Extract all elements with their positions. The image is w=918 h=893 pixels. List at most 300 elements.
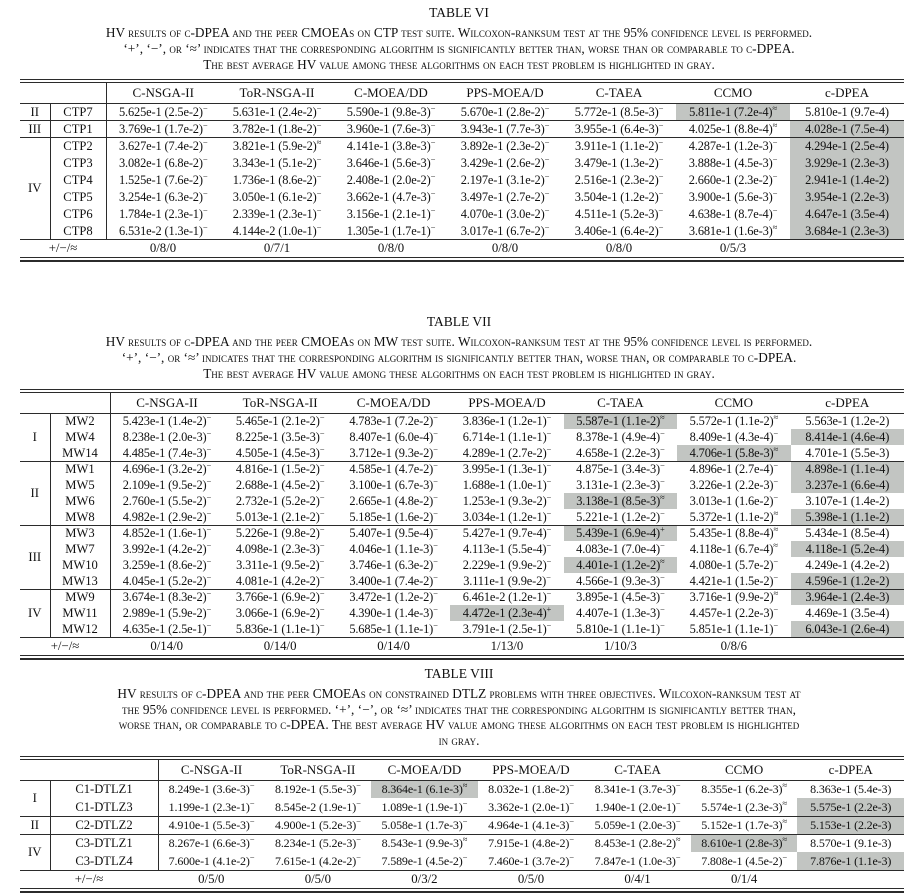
significance-mark: −	[772, 204, 778, 215]
summary-cell: 1/10/3	[564, 637, 677, 655]
column-header: C-NSGA-II	[110, 392, 223, 413]
significance-mark: ≈	[773, 539, 778, 550]
problem-name: MW8	[50, 509, 110, 525]
table-row	[20, 461, 904, 477]
significance-mark: ≈	[782, 780, 787, 791]
hv-cell: 1.199e-1 (2.3e-1)−	[168, 797, 255, 814]
significance-mark: −	[202, 170, 208, 181]
significance-mark: −	[658, 221, 664, 232]
significance-mark: −	[356, 780, 361, 791]
hv-cell: 5.810e-1 (1.1e-1)−	[576, 619, 665, 636]
hv-cell: 5.836e-1 (1.1e-1)−	[235, 619, 325, 636]
significance-mark: ≈	[772, 102, 777, 113]
problem-name: CTP1	[50, 121, 106, 138]
hv-cell: 4.910e-1 (5.5e-3)−	[158, 816, 265, 834]
hv-cell: 4.706e-1 (5.8e-3)≈	[677, 445, 790, 461]
caption-line: ‘+’, ‘−’, or ‘≈’ indicates that the corresponding algorithm is significantly better than, worse than, or comparable to c-DPEA.	[121, 350, 797, 366]
hv-cell: 3.681e-1 (1.6e-3)≈	[688, 221, 778, 238]
hv-cell: 3.954e-1 (2.2e-3)	[790, 189, 904, 206]
significance-mark: −	[206, 411, 212, 422]
significance-mark: ≈	[773, 443, 778, 454]
hv-cell: 2.197e-1 (3.1e-2)−	[460, 170, 550, 187]
significance-mark: −	[433, 603, 438, 614]
hv-cell: 1.253e-1 (9.3e-2)−	[462, 491, 552, 508]
caption-line: the 95% confidence level is performed. ‘+’, ‘−’, or ‘≈’ indicates that the corresponding algorithm is significantly better than,	[122, 701, 796, 717]
summary-cell: 1/13/0	[450, 637, 563, 655]
significance-mark: −	[202, 221, 208, 232]
hv-cell: 2.229e-1 (9.9e-2)−	[462, 555, 552, 572]
hv-cell: 2.760e-1 (5.5e-2)−	[122, 491, 212, 508]
hv-cell: 3.343e-1 (5.1e-2)−	[232, 153, 322, 170]
hv-cell: 8.032e-1 (1.8e-2)−	[488, 780, 574, 797]
significance-mark: −	[546, 475, 552, 486]
hv-cell: 8.545e-2 (1.9e-1)−	[274, 797, 361, 814]
significance-mark: −	[658, 153, 664, 164]
table-title: TABLE VIII	[424, 665, 494, 681]
table-rules	[20, 79, 904, 262]
hv-cell: 5.772e-1 (8.5e-3)−	[574, 102, 664, 119]
hv-cell: 5.811e-1 (7.2e-4)≈	[676, 104, 790, 121]
hv-cell: 2.688e-1 (4.5e-2)−	[235, 475, 325, 492]
problem-name: C1-DTLZ3	[50, 798, 158, 816]
hv-cell: 3.769e-1 (1.7e-2)−	[106, 121, 220, 138]
table-row	[20, 155, 904, 172]
significance-mark: −	[544, 187, 550, 198]
hv-cell: 8.238e-1 (2.0e-3)−	[122, 427, 212, 444]
caption-line: HV results of c-DPEA and the peer CMOEAs on MW test suite. Wilcoxon-ranksum test at the 95% confidence level is performed.	[105, 334, 813, 350]
problem-name: CTP3	[50, 155, 106, 172]
significance-mark: −	[206, 507, 212, 518]
hv-cell: 4.028e-1 (7.5e-4)	[790, 121, 904, 138]
hv-cell: 3.900e-1 (5.6e-3)−	[688, 187, 778, 204]
problem-name: C1-DTLZ1	[50, 780, 158, 798]
significance-mark: −	[569, 815, 574, 826]
significance-mark: −	[319, 571, 325, 582]
significance-mark: −	[546, 539, 551, 550]
hv-cell: 4.390e-1 (1.4e-3)−	[349, 603, 438, 620]
hv-cell: 3.929e-1 (2.3e-3)	[790, 155, 904, 172]
table-caption	[12, 666, 906, 749]
table-row	[20, 138, 904, 155]
significance-mark: −	[675, 797, 681, 808]
hv-cell: 8.407e-1 (6.0e-4)−	[349, 427, 438, 444]
summary-cell: 0/14/0	[110, 637, 223, 655]
hv-cell: 4.070e-1 (3.0e-2)−	[460, 204, 550, 221]
hv-cell: 5.574e-1 (2.3e-3)≈	[701, 797, 787, 814]
problem-name: MW10	[50, 557, 110, 573]
hv-cell: 3.013e-1 (1.6e-2)−	[689, 491, 779, 508]
table-row	[20, 413, 904, 429]
table-title: TABLE VII	[426, 314, 492, 330]
significance-mark: −	[773, 603, 779, 614]
hv-cell: 8.610e-1 (2.8e-3)≈	[691, 834, 798, 852]
significance-mark: −	[202, 204, 208, 215]
significance-mark: −	[319, 475, 325, 486]
summary-cell: 0/7/1	[220, 240, 334, 258]
hv-cell: 4.511e-1 (5.2e-3)−	[574, 204, 663, 221]
group-label: IV	[20, 138, 50, 240]
problem-name: MW12	[50, 621, 110, 637]
hv-cell: 3.892e-1 (2.3e-2)−	[448, 138, 562, 155]
hv-cell: 3.131e-1 (2.3e-3)−	[576, 475, 665, 492]
hv-cell: 5.152e-1 (1.7e-3)≈	[691, 816, 798, 834]
hv-cell: 3.684e-1 (2.3e-3)	[790, 223, 904, 240]
hv-cell: 7.615e-1 (4.2e-2)−	[274, 851, 361, 868]
significance-mark: −	[773, 491, 779, 502]
hv-cell: 3.766e-1 (6.9e-2)−	[223, 589, 336, 605]
summary-cell	[791, 637, 904, 655]
significance-mark: −	[319, 523, 325, 534]
hv-cell: 6.461e-2 (1.2e-1)−	[450, 589, 563, 605]
hv-cell: 4.472e-1 (2.3e-4)+	[450, 605, 563, 621]
summary-cell: 0/4/1	[584, 870, 691, 888]
significance-mark: −	[659, 443, 665, 454]
significance-mark: ≈	[782, 815, 787, 826]
hv-cell: 3.259e-1 (8.6e-2)−	[122, 555, 212, 572]
hv-cell: 3.156e-1 (2.1e-1)−	[346, 204, 436, 221]
problem-name: MW3	[50, 525, 110, 541]
hv-cell: 4.898e-1 (1.1e-4)	[791, 461, 904, 477]
hv-cell: 5.590e-1 (9.8e-3)−	[346, 102, 436, 119]
significance-mark: −	[433, 427, 438, 438]
hv-cell: 3.646e-1 (5.6e-3)−	[346, 153, 436, 170]
hv-cell: 4.896e-1 (2.7e-4)−	[677, 461, 790, 477]
group-label: II	[20, 816, 50, 834]
significance-mark: −	[658, 102, 664, 113]
significance-mark: −	[659, 475, 665, 486]
hv-cell: 8.363e-1 (5.4e-3)	[810, 782, 892, 797]
significance-mark: −	[546, 523, 552, 534]
significance-mark: −	[433, 411, 438, 422]
table-row	[20, 525, 904, 541]
problem-name: C3-DTLZ4	[50, 852, 158, 870]
hv-cell: 3.712e-1 (9.3e-2)−	[349, 443, 438, 460]
significance-mark: −	[433, 571, 438, 582]
table-row	[20, 605, 904, 621]
hv-cell: 5.631e-1 (2.4e-2)−	[232, 102, 322, 119]
table-row	[20, 834, 904, 852]
hv-cell: 5.625e-1 (2.5e-2)−	[119, 102, 208, 119]
significance-mark: −	[316, 170, 322, 181]
hv-cell: 8.355e-1 (6.2e-3)≈	[701, 780, 787, 797]
significance-mark: −	[433, 619, 438, 630]
significance-mark: −	[544, 170, 550, 181]
significance-mark: −	[773, 555, 779, 566]
paper-tables	[0, 5, 918, 893]
summary-cell	[790, 240, 904, 258]
significance-mark: −	[544, 137, 550, 148]
hv-cell: 2.516e-1 (2.3e-2)−	[574, 170, 664, 187]
significance-mark: −	[206, 555, 212, 566]
significance-mark: −	[433, 491, 438, 502]
column-header: ToR-NSGA-II	[223, 392, 336, 413]
hv-cell: 4.596e-1 (1.2e-2)	[791, 573, 904, 589]
significance-mark: −	[430, 170, 436, 181]
hv-cell: 2.989e-1 (5.9e-2)−	[122, 603, 212, 620]
hv-cell: 8.364e-1 (6.1e-3)≈	[371, 780, 478, 798]
hv-cell: 5.226e-1 (9.8e-2)−	[223, 525, 336, 541]
hv-cell: 4.696e-1 (3.2e-2)−	[110, 461, 223, 477]
hv-cell: 4.469e-1 (3.5e-4)	[805, 605, 890, 620]
hv-cell: 8.543e-1 (9.9e-3)≈	[371, 834, 478, 852]
significance-mark: −	[319, 555, 325, 566]
hv-cell: 3.995e-1 (1.3e-1)−	[450, 461, 563, 477]
significance-mark: −	[659, 619, 665, 630]
significance-mark: −	[658, 170, 664, 181]
significance-mark: −	[773, 475, 779, 486]
significance-mark: −	[356, 834, 361, 845]
hv-cell: 4.249e-1 (4.2e-2)	[805, 557, 890, 572]
header-row	[20, 83, 904, 104]
caption-line: The best average HV value among these algorithms on each test problem is highlighted in gray.	[203, 56, 715, 72]
hv-cell: 3.674e-1 (8.3e-2)−	[110, 589, 223, 605]
significance-mark: −	[462, 797, 468, 808]
hv-cell: 7.460e-1 (3.7e-2)−	[488, 851, 574, 868]
hv-cell: 5.058e-1 (1.7e-3)−	[371, 816, 478, 834]
significance-mark: −	[773, 427, 779, 438]
column-header: c-DPEA	[790, 83, 904, 104]
hv-cell: 5.185e-1 (1.6e-2)−	[349, 507, 438, 524]
problem-name: C2-DTLZ2	[50, 816, 158, 834]
table-row	[20, 557, 904, 573]
hv-cell: 5.435e-1 (8.8e-4)≈	[677, 525, 790, 541]
table-row	[20, 621, 904, 637]
summary-label: +/−/≈	[20, 637, 110, 655]
problem-name: CTP7	[50, 104, 106, 121]
hv-cell: 8.267e-1 (6.6e-3)−	[158, 834, 265, 852]
summary-cell: 0/5/0	[265, 870, 372, 888]
hv-cell: 1.940e-1 (2.0e-1)−	[594, 797, 681, 814]
problem-name: CTP5	[50, 189, 106, 206]
hv-cell: 2.665e-1 (4.8e-2)−	[349, 491, 438, 508]
hv-cell: 5.059e-1 (2.0e-3)−	[584, 816, 691, 834]
significance-mark: −	[546, 427, 552, 438]
significance-mark: −	[659, 427, 665, 438]
hv-cell: 8.453e-1 (2.8e-2)≈	[584, 834, 691, 852]
hv-cell: 7.915e-1 (4.8e-2)−	[478, 834, 585, 852]
significance-mark: −	[430, 119, 436, 130]
hv-cell: 5.575e-1 (2.2e-3)	[797, 798, 904, 816]
significance-mark: −	[319, 411, 325, 422]
hv-cell: 4.635e-1 (2.5e-1)−	[122, 619, 212, 636]
hv-cell: 3.429e-1 (2.6e-2)−	[460, 153, 550, 170]
hv-cell: 7.847e-1 (1.0e-3)−	[594, 851, 681, 868]
significance-mark: −	[433, 555, 438, 566]
significance-mark: ≈	[773, 587, 778, 598]
hv-cell: 4.118e-1 (5.2e-4)	[791, 541, 904, 557]
hv-cell: 7.589e-1 (4.5e-2)−	[381, 851, 468, 868]
hv-cell: 3.107e-1 (1.4e-2)	[805, 493, 890, 508]
hv-cell: 6.043e-1 (2.6e-4)	[791, 621, 904, 637]
significance-mark: −	[433, 507, 438, 518]
significance-mark: −	[772, 137, 778, 148]
hv-cell: 8.414e-1 (4.6e-4)	[791, 429, 904, 445]
significance-mark: −	[675, 780, 681, 791]
hv-cell: 7.808e-1 (4.5e-2)−	[701, 851, 787, 868]
significance-mark: −	[316, 119, 322, 130]
hv-cell: 4.701e-1 (5.5e-3)	[805, 445, 890, 460]
table-row	[20, 493, 904, 509]
table-row	[20, 589, 904, 605]
hv-cell: 5.572e-1 (1.1e-2)≈	[689, 411, 778, 429]
hv-cell: 4.083e-1 (7.0e-4)−	[576, 539, 665, 556]
significance-mark: −	[356, 797, 361, 808]
column-header: C-TAEA	[562, 83, 676, 104]
table-row	[20, 798, 904, 816]
hv-cell: 5.810e-1 (9.7e-4)	[805, 104, 889, 119]
hv-cell: 5.563e-1 (1.2e-2)	[805, 414, 890, 429]
significance-mark: ≈	[782, 797, 787, 808]
significance-mark: −	[462, 815, 468, 826]
problem-name: MW2	[50, 413, 110, 429]
problem-name: CTP4	[50, 172, 106, 189]
significance-mark: ≈	[772, 221, 778, 232]
significance-mark: −	[249, 815, 255, 826]
hv-cell: 3.406e-1 (6.4e-2)−	[574, 221, 664, 238]
hv-cell: 4.566e-1 (9.3e-3)−	[576, 571, 665, 588]
hv-cell: 3.497e-1 (2.7e-2)−	[460, 187, 550, 204]
significance-mark: −	[546, 491, 552, 502]
significance-mark: ≈	[773, 411, 778, 422]
hv-cell: 4.982e-1 (2.9e-2)−	[122, 507, 212, 524]
table-title: TABLE VI	[429, 5, 489, 20]
table-rules	[20, 756, 904, 893]
table-row	[20, 573, 904, 589]
significance-mark: −	[569, 834, 574, 845]
hv-cell: 4.025e-1 (8.8e-4)≈	[676, 121, 790, 138]
significance-mark: −	[249, 851, 255, 862]
significance-mark: +	[659, 523, 665, 534]
problem-name: CTP8	[50, 223, 106, 240]
significance-mark: −	[319, 587, 325, 598]
column-header: PPS-MOEA/D	[448, 83, 562, 104]
significance-mark: −	[206, 459, 212, 470]
significance-mark: ≈	[462, 780, 468, 791]
header-spacer	[20, 392, 50, 413]
significance-mark: +	[546, 603, 552, 614]
table-row	[20, 223, 904, 240]
hv-cell: 4.457e-1 (2.2e-3)−	[689, 603, 779, 620]
hv-cell: 3.888e-1 (4.5e-3)−	[688, 153, 778, 170]
hv-cell: 3.821e-1 (5.9e-2)≈	[220, 138, 334, 155]
significance-mark: −	[319, 459, 325, 470]
significance-mark: −	[546, 443, 552, 454]
hv-cell: 4.900e-1 (5.2e-3)−	[265, 816, 372, 834]
significance-mark: −	[546, 555, 552, 566]
hv-cell: 5.407e-1 (9.5e-4)−	[337, 525, 450, 541]
hv-cell: 3.311e-1 (9.5e-2)−	[236, 555, 325, 572]
table-row	[20, 816, 904, 834]
summary-cell: 0/8/0	[448, 240, 562, 258]
significance-mark: ≈	[782, 834, 787, 845]
table-row	[20, 172, 904, 189]
hv-cell: 3.911e-1 (1.1e-2)−	[562, 138, 676, 155]
hv-cell: 2.109e-1 (9.5e-2)−	[122, 475, 212, 492]
hv-cell: 3.479e-1 (1.3e-2)−	[574, 153, 664, 170]
hv-cell: 4.852e-1 (1.6e-1)−	[110, 525, 223, 541]
table-row	[20, 541, 904, 557]
table-row	[20, 121, 904, 138]
hv-cell: 5.439e-1 (6.9e-4)+	[564, 525, 677, 541]
significance-mark: −	[356, 851, 361, 862]
hv-cell: 3.226e-1 (2.2e-3)−	[689, 475, 779, 492]
hv-cell: 3.100e-1 (6.7e-3)−	[349, 475, 438, 492]
hv-cell: 2.408e-1 (2.0e-2)−	[346, 170, 436, 187]
hv-cell: 5.851e-1 (1.1e-1)−	[689, 619, 779, 636]
group-label: III	[20, 121, 50, 138]
problem-name: MW11	[50, 605, 110, 621]
group-label: III	[20, 525, 50, 589]
significance-mark: −	[569, 797, 574, 808]
hv-cell: 2.732e-1 (5.2e-2)−	[235, 491, 325, 508]
significance-mark: −	[430, 204, 436, 215]
significance-mark: ≈	[773, 507, 778, 518]
column-header: ToR-NSGA-II	[265, 759, 372, 780]
significance-mark: −	[773, 459, 779, 470]
hv-cell: 1.736e-1 (8.6e-2)−	[232, 170, 322, 187]
column-header: CCMO	[677, 392, 790, 413]
significance-mark: −	[202, 102, 208, 113]
hv-cell: 3.746e-1 (6.3e-2)−	[349, 555, 438, 572]
problem-name: MW14	[50, 445, 110, 461]
column-header: ToR-NSGA-II	[220, 83, 334, 104]
significance-mark: −	[659, 571, 665, 582]
significance-mark: −	[546, 587, 552, 598]
hv-cell: 5.434e-1 (8.5e-4)	[791, 525, 904, 541]
significance-mark: −	[249, 834, 255, 845]
hv-cell: 3.955e-1 (6.4e-3)−	[562, 121, 676, 138]
hv-cell: 2.339e-1 (2.3e-1)−	[232, 204, 322, 221]
table-row	[20, 509, 904, 525]
hv-cell: 2.941e-1 (1.4e-2)	[790, 172, 904, 189]
significance-mark: −	[659, 603, 665, 614]
significance-mark: −	[569, 780, 574, 791]
hv-cell: 5.398e-1 (1.1e-2)	[791, 509, 904, 525]
summary-label: +/−/≈	[20, 870, 158, 888]
significance-mark: −	[433, 443, 438, 454]
hv-cell: 3.400e-1 (7.4e-2)−	[349, 571, 438, 588]
significance-mark: ≈	[660, 555, 665, 566]
significance-mark: −	[316, 221, 322, 232]
significance-mark: −	[675, 815, 681, 826]
column-header: C-MOEA/DD	[334, 83, 448, 104]
significance-mark: ≈	[660, 491, 665, 502]
significance-mark: −	[319, 443, 325, 454]
hv-cell: 3.943e-1 (7.7e-3)−	[448, 121, 562, 138]
hv-cell: 4.505e-1 (4.5e-3)−	[235, 443, 325, 460]
summary-cell: 0/5/0	[158, 870, 265, 888]
summary-cell: 0/8/6	[677, 637, 790, 655]
hv-cell: 4.113e-1 (5.5e-4)−	[462, 539, 551, 556]
hv-cell: 3.662e-1 (4.7e-3)−	[346, 187, 436, 204]
caption-line: ‘+’, ‘−’, or ‘≈’ indicates that the corresponding algorithm is significantly better than, worse than or comparable to c-DPEA.	[123, 40, 795, 56]
column-header: C-NSGA-II	[158, 759, 265, 780]
summary-row	[20, 240, 904, 258]
significance-mark: −	[319, 507, 325, 518]
significance-mark: ≈	[772, 119, 778, 130]
significance-mark: ≈	[316, 137, 322, 148]
hv-cell: 3.472e-1 (1.2e-2)−	[337, 589, 450, 605]
summary-cell: 0/8/0	[334, 240, 448, 258]
hv-cell: 4.421e-1 (1.5e-2)−	[689, 571, 779, 588]
header-spacer	[50, 392, 110, 413]
significance-mark: −	[546, 459, 552, 470]
significance-mark: −	[658, 187, 664, 198]
table-row	[20, 445, 904, 461]
hv-cell: 4.647e-1 (3.5e-4)	[790, 206, 904, 223]
significance-mark: −	[356, 815, 361, 826]
hv-cell: 3.017e-1 (6.7e-2)−	[460, 221, 550, 238]
